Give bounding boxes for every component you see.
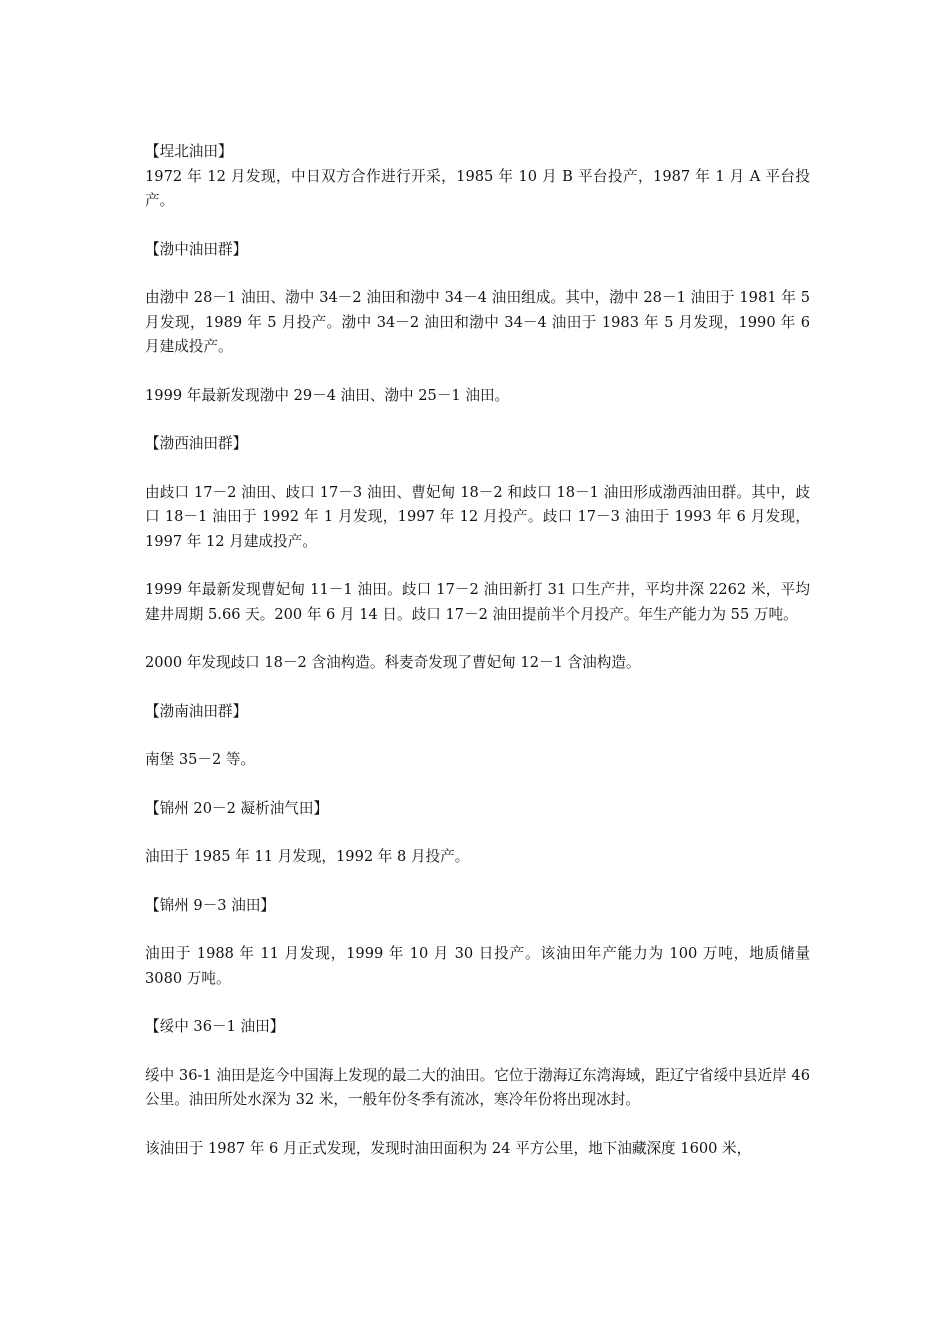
- paragraph-gap: [145, 1113, 810, 1137]
- paragraph-jinzhou-9-3: 油田于 1988 年 11 月发现，1999 年 10 月 30 日投产。该油田年产能力为 100 万吨，地质储量 3080 万吨。: [145, 945, 810, 987]
- paragraph-gap: [145, 408, 810, 432]
- section-heading-bonan: 【渤南油田群】: [145, 702, 248, 720]
- paragraph-bozhong-composition: 由渤中 28－1 油田、渤中 34－2 油田和渤中 34－4 油田组成。其中，渤中 28－1 油田于 1981 年 5 月发现，1989 年 5 月投产。渤中 34－2 油田和渤中 34－4 油田于 1983 年 5 月发现，1990 年 6 月建成投产。: [145, 289, 810, 355]
- paragraph-suizhong-discovery: 该油田于 1987 年 6 月正式发现，发现时油田面积为 24 平方公里，地下油藏深度 1600 米，: [145, 1139, 752, 1157]
- paragraph-gap: [145, 821, 810, 845]
- paragraph-boxi-2000: 2000 年发现歧口 18－2 含油构造。科麦奇发现了曹妃甸 12－1 含油构造。: [145, 654, 641, 671]
- paragraph-gap: [145, 554, 810, 578]
- section-heading-bozhong: 【渤中油田群】: [145, 240, 248, 258]
- paragraph-boxi-1999: 1999 年最新发现曹妃甸 11－1 油田。歧口 17－2 油田新打 31 口生产井，平均井深 2262 米，平均建井周期 5.66 天。200 年 6 月 14 日。歧口 17－2 油田提前半个月投产。年生产能力为 55 万吨。: [145, 581, 810, 623]
- paragraph-gap: [145, 918, 810, 942]
- paragraph-gap: [145, 870, 810, 894]
- paragraph-gap: [145, 773, 810, 797]
- paragraph-bozhong-1999: 1999 年最新发现渤中 29－4 油田、渤中 25－1 油田。: [145, 386, 510, 404]
- paragraph-chengbei: 1972 年 12 月发现，中日双方合作进行开采，1985 年 10 月 B 平台投产，1987 年 1 月 A 平台投产。: [145, 167, 810, 209]
- paragraph-gap: [145, 991, 810, 1015]
- section-heading-jinzhou-9-3: 【锦州 9－3 油田】: [145, 896, 276, 914]
- paragraph-bonan: 南堡 35－2 等。: [145, 751, 256, 768]
- paragraph-gap: [145, 724, 810, 748]
- section-heading-boxi: 【渤西油田群】: [145, 435, 248, 452]
- paragraph-gap: [145, 627, 810, 651]
- paragraph-boxi-composition: 由歧口 17－2 油田、歧口 17－3 油田、曹妃甸 18－2 和歧口 18－1 油田形成渤西油田群。其中，歧口 18－1 油田于 1992 年 1 月发现，1997 年 12 月投产。歧口 17－3 油田于 1993 年 6 月发现，1997 年 12 月建成投产。: [145, 483, 810, 550]
- document-body: [145, 140, 810, 1161]
- paragraph-suizhong-location: 绥中 36-1 油田是迄今中国海上发现的最二大的油田。它位于渤海辽东湾海域，距辽宁省绥中县近岸 46 公里。油田所处水深为 32 米，一般年份冬季有流冰，寒冷年份将出现冰封。: [145, 1066, 810, 1108]
- paragraph-gap: [145, 262, 810, 286]
- paragraph-jinzhou-20-2: 油田于 1985 年 11 月发现，1992 年 8 月投产。: [145, 848, 470, 865]
- section-heading-jinzhou-20-2: 【锦州 20－2 凝析油气田】: [145, 799, 329, 817]
- paragraph-gap: [145, 457, 810, 481]
- section-heading-suizhong-36-1: 【绥中 36－1 油田】: [145, 1018, 285, 1035]
- section-heading-chengbei: 【埕北油田】: [145, 143, 233, 160]
- paragraph-gap: [145, 214, 810, 238]
- paragraph-gap: [145, 360, 810, 384]
- paragraph-gap: [145, 676, 810, 700]
- paragraph-gap: [145, 1040, 810, 1064]
